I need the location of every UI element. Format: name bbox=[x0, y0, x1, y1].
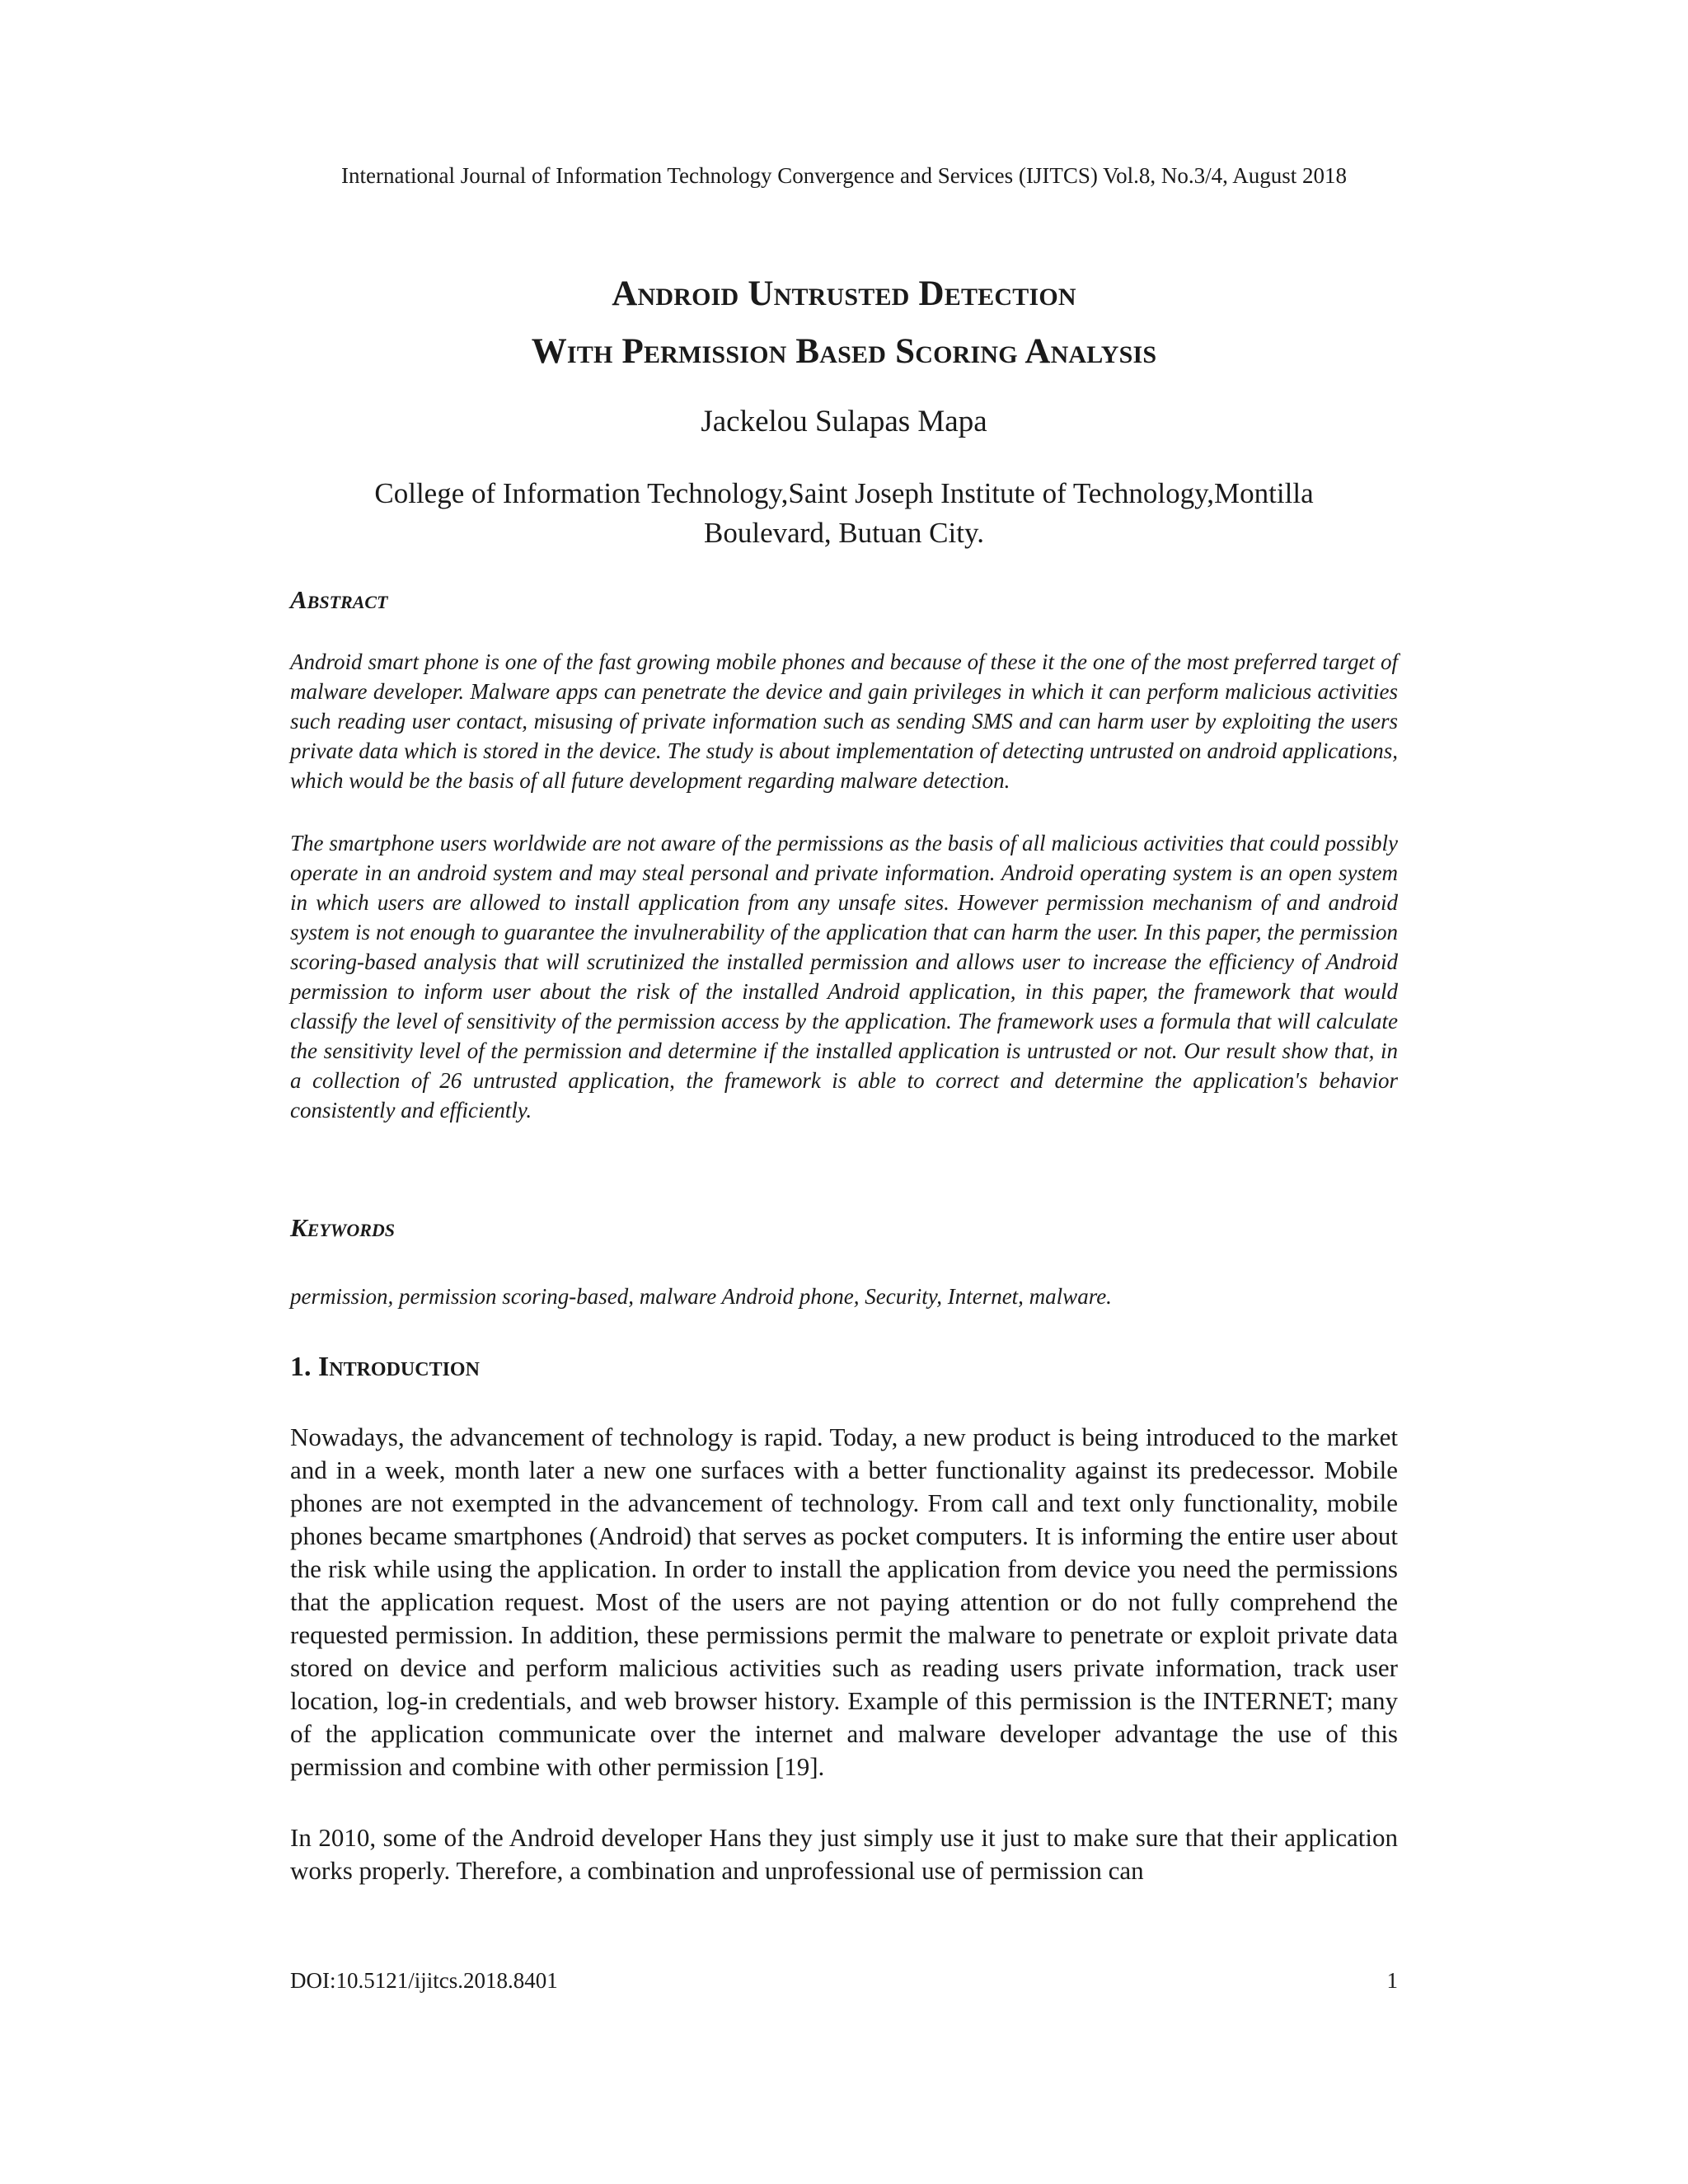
keywords-text: permission, permission scoring-based, malware Android phone, Security, Internet, malware. bbox=[290, 1284, 1112, 1309]
abstract-heading: Abstract bbox=[290, 585, 388, 614]
introduction-body bbox=[290, 1421, 1398, 1925]
keywords-heading: Keywords bbox=[290, 1213, 396, 1242]
page-footer bbox=[290, 1966, 1398, 1994]
author-name: Jackelou Sulapas Mapa bbox=[701, 405, 987, 438]
journal-header: International Journal of Information Technology Convergence and Services (IJITCS) Vol.8, No.3/4, August 2018 bbox=[341, 163, 1347, 188]
introduction-paragraph: Nowadays, the advancement of technology is rapid. Today, a new product is being introduced to the market and in a week, month later a new one surfaces with a better functionality against its predecessor. Mobile phones are not exempted in the advancement of technology. From call and text only functionality, mobile phones became smartphones (Android) that serves as pocket computers. It is informing the entire user about the risk while using the application. In order to install the application from device you need the permissions that the application request. Most of the users are not paying attention or do not fully comprehend the requested permission. In addition, these permissions permit the malware to penetrate or exploit private data stored on device and perform malicious activities such as reading users private information, track user location, log-in credentials, and web browser history. Example of this permission is the INTERNET; many of the application communicate over the internet and malware developer advantage the use of this permission and combine with other permission [19]. bbox=[290, 1422, 1398, 1781]
doi-link[interactable]: DOI:10.5121/ijitcs.2018.8401 bbox=[290, 1968, 558, 1993]
title-line-1: Android Untrusted Detection bbox=[612, 274, 1076, 313]
abstract-paragraph: Android smart phone is one of the fast growing mobile phones and because of these it the one of the most preferred target of malware developer. Malware apps can penetrate the device and gain privileges in which it can perform malicious activities such reading user contact, misusing of private information such as sending SMS and can harm user by exploiting the users private data which is stored in the device. The study is about implementation of detecting untrusted on android applications, which would be the basis of all future development regarding malware detection. bbox=[290, 649, 1398, 793]
abstract-paragraph: The smartphone users worldwide are not aware of the permissions as the basis of all malicious activities that could possibly operate in an android system and may steal personal and private information. Android operating system is an open system in which users are allowed to install application from any unsafe sites. However permission mechanism of and android system is not enough to guarantee the invulnerability of the application that can harm the user. In this paper, the permission scoring-based analysis that will scrutinized the installed permission and allows user to increase the efficiency of Android permission to inform user about the risk of the installed Android application, in this paper, the framework that would classify the level of sensitivity of the permission access by the application. The framework uses a formula that will calculate the sensitivity level of the permission and determine if the installed application is untrusted or not. Our result show that, in a collection of 26 untrusted application, the framework is able to correct and determine the application's behavior consistently and efficiently. bbox=[290, 831, 1398, 1122]
paper-title bbox=[0, 265, 1688, 381]
introduction-heading: 1. Introduction bbox=[290, 1352, 480, 1382]
page-number: 1 bbox=[1386, 1968, 1398, 1993]
title-line-2: With Permission Based Scoring Analysis bbox=[531, 332, 1157, 371]
introduction-paragraph: In 2010, some of the Android developer Hans they just simply use it just to make sure that their application works properly. Therefore, a combination and unprofessional use of permission can bbox=[290, 1823, 1398, 1885]
author-affiliation: College of Information Technology,Saint Joseph Institute of Technology,Montilla Boulevard, Butuan City. bbox=[374, 477, 1314, 549]
abstract-body bbox=[290, 647, 1398, 1158]
